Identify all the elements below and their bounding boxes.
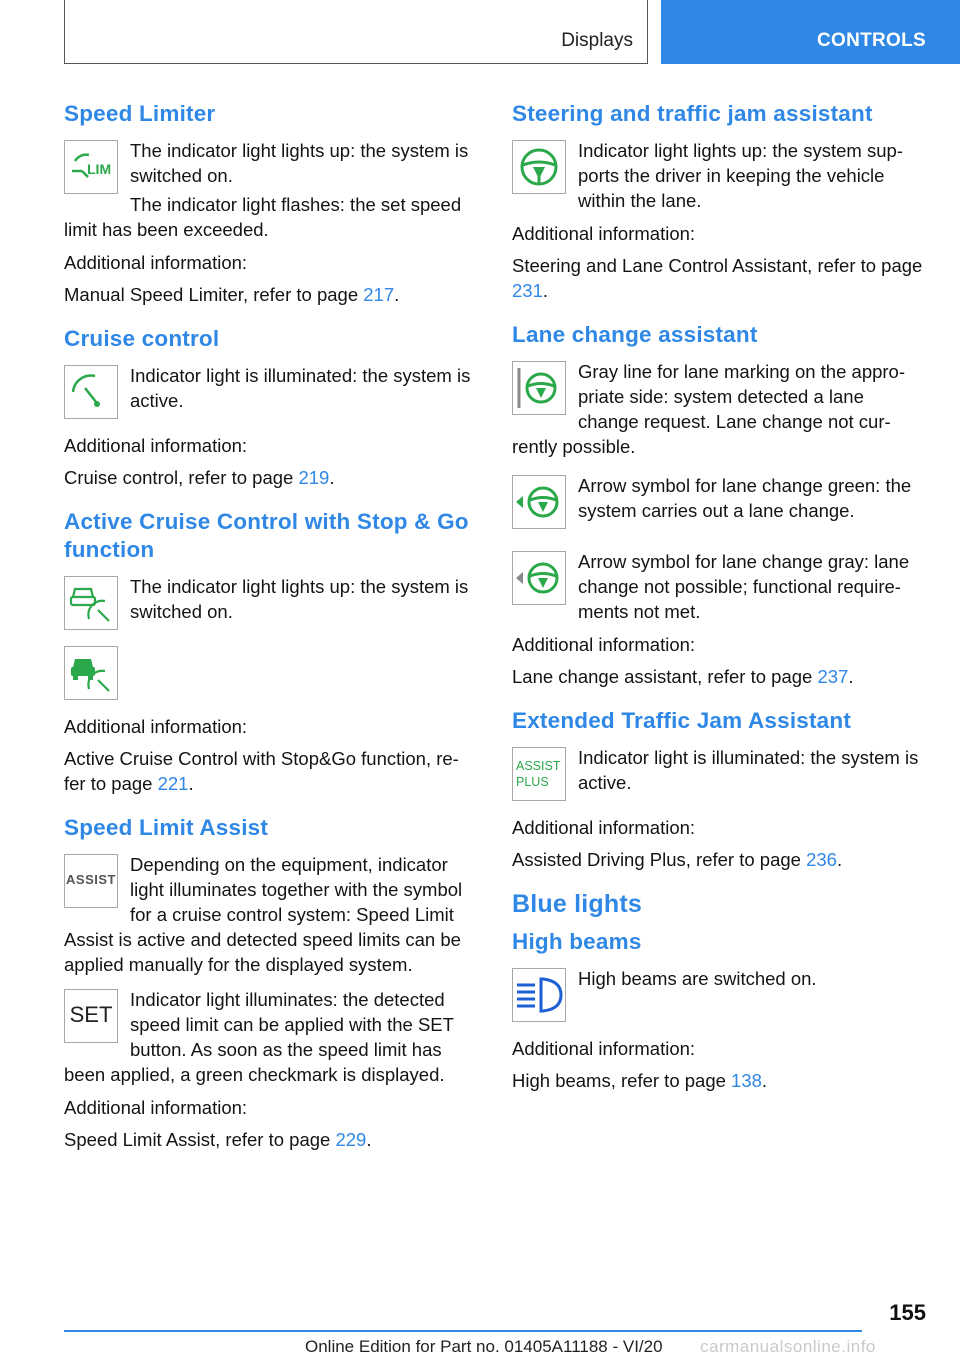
acc-info — [64, 714, 478, 796]
lane-marking-icon — [512, 361, 566, 415]
speed-limiter-section — [64, 100, 478, 307]
lane-change-text-2: Arrow symbol for lane change green: the system carries out a lane change. — [578, 475, 912, 521]
info-reference: High beams, refer to page 138. — [512, 1070, 768, 1091]
footer-rule — [64, 1330, 862, 1332]
lane-change-section — [512, 321, 924, 689]
acc-filled-block — [64, 644, 478, 706]
acc-block — [64, 574, 478, 636]
lane-change-green-block — [512, 473, 924, 535]
lim-icon-label: LIM — [87, 161, 112, 177]
speed-limiter-text-2: The indicator light flashes: the set speed limit has been exceeded. — [64, 194, 462, 240]
lane-change-info — [512, 632, 924, 689]
lane-change-text-1: Gray line for lane marking on the appro‐priate side: system detected a lane change request. Lane change not cur‐rently possible. — [512, 361, 906, 457]
lane-change-gray-arrow-icon — [512, 551, 566, 605]
set-icon-label: SET — [69, 1002, 113, 1027]
set-text: Indicator light illuminates: the detected speed limit can be applied with the SET button. As soon as the speed limit has been applied, a green checkmark is displayed. — [64, 989, 454, 1085]
steering-info — [512, 221, 924, 303]
speed-limiter-block — [64, 138, 478, 242]
set-icon — [64, 989, 118, 1043]
info-label: Additional information: — [512, 817, 696, 838]
cruise-control-text: Indicator light is illuminated: the system is active. — [130, 365, 471, 411]
header-chapter-tab — [661, 0, 960, 64]
left-column — [64, 100, 478, 1170]
info-reference: Manual Speed Limiter, refer to page 217. — [64, 284, 400, 305]
acc-text: The indicator light lights up: the system is switched on. — [130, 576, 469, 622]
info-reference: Cruise control, refer to page 219. — [64, 467, 335, 488]
info-label: Additional information: — [512, 1038, 696, 1059]
assist-plus-icon-label-2: PLUS — [516, 775, 549, 789]
cruise-control-heading: Cruise control — [64, 326, 220, 351]
info-reference: Steering and Lane Control Assistant, refer to page 231. — [512, 255, 923, 301]
set-block — [64, 987, 478, 1087]
info-label: Additional information: — [64, 252, 248, 273]
cruise-control-info — [64, 433, 478, 490]
page-link[interactable]: 229 — [335, 1129, 367, 1150]
lane-change-text-3: Arrow symbol for lane change gray: lane change not possible; functional require‐ments not met. — [578, 551, 910, 622]
header-section-box — [64, 0, 648, 64]
high-beams-section — [512, 928, 924, 1093]
speed-limit-assist-section — [64, 814, 478, 1152]
page-link[interactable]: 231 — [512, 280, 543, 301]
cruise-control-block — [64, 363, 478, 425]
steering-text: Indicator light lights up: the system sup‐ports the driver in keeping the vehicle within the lane. — [578, 140, 903, 211]
assist-block — [64, 852, 478, 977]
header-chapter-title: CONTROLS — [816, 30, 926, 51]
page-link[interactable]: 236 — [806, 849, 837, 870]
blue-lights-heading: Blue lights — [512, 890, 642, 918]
page-link[interactable]: 217 — [363, 284, 395, 305]
acc-section — [64, 508, 478, 796]
info-reference: Active Cruise Control with Stop&Go function, re‐fer to page 221. — [64, 748, 459, 794]
info-label: Additional information: — [512, 634, 696, 655]
blue-lights-section — [512, 890, 924, 918]
page-link[interactable]: 219 — [298, 467, 330, 488]
page-link[interactable]: 138 — [731, 1070, 762, 1091]
extended-heading: Extended Traffic Jam Assistant — [512, 708, 852, 733]
info-label: Additional information: — [64, 716, 248, 737]
info-reference: Speed Limit Assist, refer to page 229. — [64, 1129, 372, 1150]
assist-text: Depending on the equipment, indicator light illuminates together with the symbol for a cruise control system: Speed Limit Assist is active and detected speed limits can be applied manually for the displayed system. — [64, 854, 463, 975]
page-link[interactable]: 237 — [817, 666, 849, 687]
steering-wheel-icon — [512, 140, 566, 194]
speed-limiter-heading: Speed Limiter — [64, 101, 216, 126]
extended-section — [512, 707, 924, 872]
assist-plus-icon — [512, 747, 566, 801]
footer-edition: Online Edition for Part no. 01405A11188 - VI/20 — [305, 1337, 663, 1356]
assist-icon-label: ASSIST — [66, 872, 116, 887]
info-label: Additional information: — [64, 435, 248, 456]
lane-change-green-arrow-icon — [512, 475, 566, 529]
high-beam-icon — [512, 968, 566, 1022]
extended-info — [512, 815, 924, 872]
steering-heading: Steering and traffic jam assistant — [512, 101, 873, 126]
extended-block — [512, 745, 924, 807]
steering-block — [512, 138, 924, 213]
speed-limit-assist-heading: Speed Limit Assist — [64, 815, 269, 840]
speed-limiter-text-1: The indicator light lights up: the system is switched on. — [130, 140, 469, 186]
lane-change-gray-line-block — [512, 359, 924, 459]
speed-limiter-icon — [64, 140, 118, 194]
acc-outline-icon — [64, 576, 118, 630]
page-number: 155 — [889, 1300, 926, 1325]
high-beams-block — [512, 966, 924, 1028]
cruise-control-icon — [64, 365, 118, 419]
assist-plus-icon-label-1: ASSIST — [516, 759, 561, 773]
info-reference: Assisted Driving Plus, refer to page 236. — [512, 849, 843, 870]
right-column — [512, 100, 924, 1111]
high-beams-info — [512, 1036, 924, 1093]
speed-limit-assist-info — [64, 1095, 478, 1152]
lane-change-heading: Lane change assistant — [512, 322, 758, 347]
info-label: Additional information: — [64, 1097, 248, 1118]
watermark: carmanualsonline.info — [700, 1337, 876, 1356]
acc-filled-icon — [64, 646, 118, 700]
cruise-control-section — [64, 325, 478, 490]
lane-change-gray-block — [512, 549, 924, 624]
info-reference: Lane change assistant, refer to page 237. — [512, 666, 854, 687]
speed-limiter-info — [64, 250, 478, 307]
header-section-title: Displays — [561, 30, 633, 51]
page-link[interactable]: 221 — [157, 773, 189, 794]
assist-icon — [64, 854, 118, 908]
acc-heading: Active Cruise Control with Stop & Go function — [64, 509, 469, 562]
info-label: Additional information: — [512, 223, 696, 244]
high-beams-heading: High beams — [512, 929, 642, 954]
extended-text: Indicator light is illuminated: the system is active. — [578, 747, 919, 793]
steering-section — [512, 100, 924, 303]
high-beams-text: High beams are switched on. — [578, 968, 817, 989]
